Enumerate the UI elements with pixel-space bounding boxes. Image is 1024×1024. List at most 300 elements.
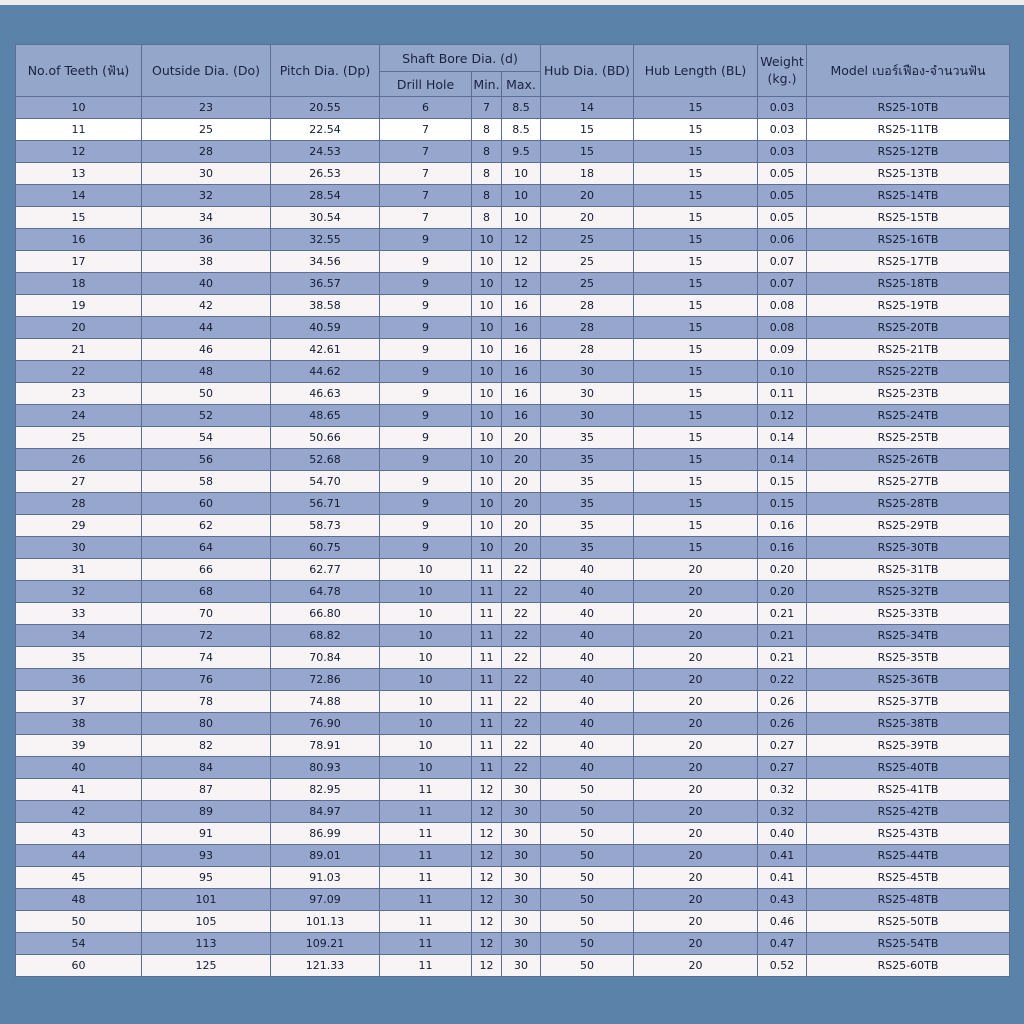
cell-hub-dia: 30 bbox=[541, 405, 634, 427]
cell-drill-hole: 7 bbox=[380, 163, 472, 185]
cell-bore-max: 20 bbox=[502, 449, 541, 471]
cell-bore-min: 10 bbox=[472, 361, 502, 383]
cell-hub-dia: 25 bbox=[541, 251, 634, 273]
cell-hub-dia: 28 bbox=[541, 317, 634, 339]
cell-drill-hole: 11 bbox=[380, 801, 472, 823]
cell-drill-hole: 11 bbox=[380, 911, 472, 933]
header-weight-line2: (kg.) bbox=[767, 70, 797, 86]
table-row bbox=[16, 229, 1010, 251]
cell-teeth: 32 bbox=[16, 581, 142, 603]
cell-bore-min: 11 bbox=[472, 559, 502, 581]
cell-hub-length: 20 bbox=[634, 603, 758, 625]
cell-bore-min: 8 bbox=[472, 207, 502, 229]
cell-bore-max: 30 bbox=[502, 845, 541, 867]
cell-drill-hole: 10 bbox=[380, 757, 472, 779]
cell-teeth: 45 bbox=[16, 867, 142, 889]
header-hub-length: Hub Length (BL) bbox=[634, 45, 758, 97]
cell-outside-dia: 91 bbox=[142, 823, 271, 845]
cell-hub-length: 20 bbox=[634, 933, 758, 955]
cell-bore-min: 11 bbox=[472, 603, 502, 625]
cell-bore-max: 12 bbox=[502, 229, 541, 251]
cell-model: RS25-50TB bbox=[807, 911, 1010, 933]
cell-hub-dia: 50 bbox=[541, 889, 634, 911]
cell-bore-min: 12 bbox=[472, 889, 502, 911]
header-weight bbox=[758, 45, 807, 97]
table-row bbox=[16, 867, 1010, 889]
cell-weight: 0.10 bbox=[758, 361, 807, 383]
cell-bore-max: 30 bbox=[502, 911, 541, 933]
cell-pitch-dia: 38.58 bbox=[271, 295, 380, 317]
header-max: Max. bbox=[502, 72, 541, 97]
cell-bore-max: 22 bbox=[502, 691, 541, 713]
cell-outside-dia: 32 bbox=[142, 185, 271, 207]
cell-model: RS25-36TB bbox=[807, 669, 1010, 691]
cell-bore-max: 30 bbox=[502, 867, 541, 889]
cell-hub-dia: 28 bbox=[541, 339, 634, 361]
cell-pitch-dia: 121.33 bbox=[271, 955, 380, 977]
header-weight-line1: Weight bbox=[760, 53, 804, 69]
cell-model: RS25-45TB bbox=[807, 867, 1010, 889]
cell-outside-dia: 93 bbox=[142, 845, 271, 867]
cell-drill-hole: 6 bbox=[380, 97, 472, 119]
cell-hub-dia: 25 bbox=[541, 273, 634, 295]
cell-model: RS25-39TB bbox=[807, 735, 1010, 757]
table-row bbox=[16, 713, 1010, 735]
cell-weight: 0.08 bbox=[758, 295, 807, 317]
cell-teeth: 38 bbox=[16, 713, 142, 735]
cell-drill-hole: 10 bbox=[380, 691, 472, 713]
cell-teeth: 28 bbox=[16, 493, 142, 515]
cell-outside-dia: 42 bbox=[142, 295, 271, 317]
cell-hub-dia: 35 bbox=[541, 493, 634, 515]
cell-bore-min: 12 bbox=[472, 933, 502, 955]
cell-drill-hole: 10 bbox=[380, 647, 472, 669]
cell-bore-min: 8 bbox=[472, 141, 502, 163]
cell-bore-max: 12 bbox=[502, 251, 541, 273]
cell-bore-max: 16 bbox=[502, 383, 541, 405]
cell-drill-hole: 10 bbox=[380, 625, 472, 647]
cell-bore-min: 11 bbox=[472, 757, 502, 779]
cell-outside-dia: 28 bbox=[142, 141, 271, 163]
cell-outside-dia: 56 bbox=[142, 449, 271, 471]
cell-outside-dia: 58 bbox=[142, 471, 271, 493]
cell-teeth: 22 bbox=[16, 361, 142, 383]
cell-model: RS25-23TB bbox=[807, 383, 1010, 405]
cell-pitch-dia: 22.54 bbox=[271, 119, 380, 141]
table-row bbox=[16, 845, 1010, 867]
cell-bore-max: 22 bbox=[502, 647, 541, 669]
cell-weight: 0.46 bbox=[758, 911, 807, 933]
cell-outside-dia: 36 bbox=[142, 229, 271, 251]
cell-pitch-dia: 66.80 bbox=[271, 603, 380, 625]
cell-weight: 0.03 bbox=[758, 119, 807, 141]
cell-teeth: 29 bbox=[16, 515, 142, 537]
cell-drill-hole: 11 bbox=[380, 823, 472, 845]
cell-teeth: 37 bbox=[16, 691, 142, 713]
cell-teeth: 41 bbox=[16, 779, 142, 801]
cell-drill-hole: 10 bbox=[380, 735, 472, 757]
cell-bore-min: 7 bbox=[472, 97, 502, 119]
cell-drill-hole: 7 bbox=[380, 207, 472, 229]
cell-bore-min: 10 bbox=[472, 229, 502, 251]
cell-weight: 0.40 bbox=[758, 823, 807, 845]
cell-hub-length: 15 bbox=[634, 163, 758, 185]
cell-outside-dia: 50 bbox=[142, 383, 271, 405]
cell-weight: 0.20 bbox=[758, 581, 807, 603]
cell-pitch-dia: 109.21 bbox=[271, 933, 380, 955]
cell-hub-length: 15 bbox=[634, 493, 758, 515]
cell-drill-hole: 9 bbox=[380, 339, 472, 361]
cell-hub-length: 20 bbox=[634, 581, 758, 603]
cell-bore-max: 22 bbox=[502, 625, 541, 647]
cell-weight: 0.21 bbox=[758, 603, 807, 625]
cell-hub-dia: 50 bbox=[541, 911, 634, 933]
cell-hub-length: 20 bbox=[634, 669, 758, 691]
cell-hub-dia: 40 bbox=[541, 713, 634, 735]
cell-weight: 0.03 bbox=[758, 141, 807, 163]
header-model: Model เบอร์เฟือง-จำนวนฟัน bbox=[807, 45, 1010, 97]
cell-bore-max: 20 bbox=[502, 537, 541, 559]
table-row bbox=[16, 339, 1010, 361]
cell-pitch-dia: 24.53 bbox=[271, 141, 380, 163]
table-row bbox=[16, 537, 1010, 559]
cell-outside-dia: 87 bbox=[142, 779, 271, 801]
cell-teeth: 30 bbox=[16, 537, 142, 559]
cell-hub-length: 15 bbox=[634, 185, 758, 207]
cell-bore-min: 12 bbox=[472, 779, 502, 801]
cell-pitch-dia: 101.13 bbox=[271, 911, 380, 933]
cell-pitch-dia: 62.77 bbox=[271, 559, 380, 581]
cell-bore-min: 11 bbox=[472, 691, 502, 713]
cell-pitch-dia: 34.56 bbox=[271, 251, 380, 273]
cell-hub-dia: 35 bbox=[541, 449, 634, 471]
cell-drill-hole: 10 bbox=[380, 669, 472, 691]
cell-model: RS25-41TB bbox=[807, 779, 1010, 801]
cell-bore-min: 10 bbox=[472, 471, 502, 493]
cell-hub-dia: 20 bbox=[541, 185, 634, 207]
header-teeth: No.of Teeth (ฟัน) bbox=[16, 45, 142, 97]
cell-bore-min: 11 bbox=[472, 713, 502, 735]
cell-hub-length: 15 bbox=[634, 537, 758, 559]
table-row bbox=[16, 471, 1010, 493]
table-row bbox=[16, 757, 1010, 779]
cell-bore-min: 12 bbox=[472, 801, 502, 823]
cell-hub-length: 20 bbox=[634, 735, 758, 757]
cell-hub-length: 20 bbox=[634, 713, 758, 735]
cell-hub-length: 15 bbox=[634, 383, 758, 405]
cell-hub-dia: 35 bbox=[541, 427, 634, 449]
cell-drill-hole: 10 bbox=[380, 713, 472, 735]
table-row bbox=[16, 911, 1010, 933]
cell-bore-max: 16 bbox=[502, 361, 541, 383]
cell-bore-min: 10 bbox=[472, 515, 502, 537]
cell-drill-hole: 9 bbox=[380, 229, 472, 251]
cell-outside-dia: 105 bbox=[142, 911, 271, 933]
cell-weight: 0.27 bbox=[758, 735, 807, 757]
cell-pitch-dia: 72.86 bbox=[271, 669, 380, 691]
cell-teeth: 24 bbox=[16, 405, 142, 427]
cell-model: RS25-13TB bbox=[807, 163, 1010, 185]
cell-pitch-dia: 97.09 bbox=[271, 889, 380, 911]
table-row bbox=[16, 669, 1010, 691]
cell-pitch-dia: 56.71 bbox=[271, 493, 380, 515]
cell-pitch-dia: 36.57 bbox=[271, 273, 380, 295]
cell-hub-dia: 50 bbox=[541, 867, 634, 889]
cell-weight: 0.47 bbox=[758, 933, 807, 955]
header-outside-dia: Outside Dia. (Do) bbox=[142, 45, 271, 97]
cell-hub-length: 20 bbox=[634, 845, 758, 867]
cell-drill-hole: 9 bbox=[380, 361, 472, 383]
cell-model: RS25-37TB bbox=[807, 691, 1010, 713]
cell-teeth: 31 bbox=[16, 559, 142, 581]
cell-outside-dia: 34 bbox=[142, 207, 271, 229]
header-pitch-dia: Pitch Dia. (Dp) bbox=[271, 45, 380, 97]
cell-teeth: 42 bbox=[16, 801, 142, 823]
cell-weight: 0.41 bbox=[758, 867, 807, 889]
cell-bore-max: 16 bbox=[502, 339, 541, 361]
cell-bore-max: 20 bbox=[502, 471, 541, 493]
cell-hub-length: 15 bbox=[634, 119, 758, 141]
cell-pitch-dia: 42.61 bbox=[271, 339, 380, 361]
cell-hub-dia: 40 bbox=[541, 603, 634, 625]
table-row bbox=[16, 779, 1010, 801]
cell-weight: 0.05 bbox=[758, 163, 807, 185]
cell-model: RS25-17TB bbox=[807, 251, 1010, 273]
cell-bore-max: 10 bbox=[502, 185, 541, 207]
cell-outside-dia: 101 bbox=[142, 889, 271, 911]
cell-drill-hole: 11 bbox=[380, 955, 472, 977]
cell-teeth: 11 bbox=[16, 119, 142, 141]
table-row bbox=[16, 493, 1010, 515]
cell-model: RS25-33TB bbox=[807, 603, 1010, 625]
cell-bore-min: 10 bbox=[472, 427, 502, 449]
cell-hub-dia: 40 bbox=[541, 669, 634, 691]
cell-pitch-dia: 84.97 bbox=[271, 801, 380, 823]
cell-weight: 0.09 bbox=[758, 339, 807, 361]
cell-weight: 0.41 bbox=[758, 845, 807, 867]
cell-teeth: 44 bbox=[16, 845, 142, 867]
cell-model: RS25-20TB bbox=[807, 317, 1010, 339]
cell-bore-max: 22 bbox=[502, 669, 541, 691]
cell-hub-length: 20 bbox=[634, 647, 758, 669]
cell-outside-dia: 46 bbox=[142, 339, 271, 361]
table-row bbox=[16, 141, 1010, 163]
cell-outside-dia: 52 bbox=[142, 405, 271, 427]
cell-hub-dia: 30 bbox=[541, 383, 634, 405]
table-row bbox=[16, 317, 1010, 339]
table-row bbox=[16, 581, 1010, 603]
cell-pitch-dia: 32.55 bbox=[271, 229, 380, 251]
cell-model: RS25-24TB bbox=[807, 405, 1010, 427]
cell-teeth: 15 bbox=[16, 207, 142, 229]
cell-bore-min: 8 bbox=[472, 185, 502, 207]
cell-outside-dia: 25 bbox=[142, 119, 271, 141]
table-row bbox=[16, 515, 1010, 537]
cell-hub-length: 20 bbox=[634, 625, 758, 647]
cell-drill-hole: 10 bbox=[380, 559, 472, 581]
cell-pitch-dia: 54.70 bbox=[271, 471, 380, 493]
cell-hub-length: 15 bbox=[634, 515, 758, 537]
cell-weight: 0.05 bbox=[758, 185, 807, 207]
table-row bbox=[16, 273, 1010, 295]
cell-teeth: 40 bbox=[16, 757, 142, 779]
cell-outside-dia: 64 bbox=[142, 537, 271, 559]
cell-hub-length: 15 bbox=[634, 97, 758, 119]
cell-weight: 0.21 bbox=[758, 647, 807, 669]
cell-hub-dia: 15 bbox=[541, 141, 634, 163]
cell-model: RS25-31TB bbox=[807, 559, 1010, 581]
cell-outside-dia: 78 bbox=[142, 691, 271, 713]
cell-bore-max: 10 bbox=[502, 207, 541, 229]
cell-weight: 0.27 bbox=[758, 757, 807, 779]
cell-hub-length: 20 bbox=[634, 955, 758, 977]
table-row bbox=[16, 119, 1010, 141]
cell-hub-dia: 30 bbox=[541, 361, 634, 383]
table-row bbox=[16, 823, 1010, 845]
cell-outside-dia: 80 bbox=[142, 713, 271, 735]
cell-teeth: 12 bbox=[16, 141, 142, 163]
top-border-strip bbox=[0, 0, 1024, 5]
cell-model: RS25-15TB bbox=[807, 207, 1010, 229]
cell-outside-dia: 60 bbox=[142, 493, 271, 515]
cell-outside-dia: 30 bbox=[142, 163, 271, 185]
table-row bbox=[16, 603, 1010, 625]
table-row bbox=[16, 889, 1010, 911]
cell-hub-length: 20 bbox=[634, 757, 758, 779]
cell-teeth: 25 bbox=[16, 427, 142, 449]
cell-hub-dia: 40 bbox=[541, 581, 634, 603]
cell-bore-max: 20 bbox=[502, 515, 541, 537]
cell-drill-hole: 11 bbox=[380, 867, 472, 889]
cell-hub-length: 15 bbox=[634, 229, 758, 251]
cell-bore-max: 30 bbox=[502, 801, 541, 823]
cell-weight: 0.03 bbox=[758, 97, 807, 119]
cell-bore-max: 30 bbox=[502, 955, 541, 977]
cell-hub-dia: 40 bbox=[541, 735, 634, 757]
table-row bbox=[16, 185, 1010, 207]
cell-hub-dia: 40 bbox=[541, 691, 634, 713]
table-row bbox=[16, 933, 1010, 955]
cell-teeth: 54 bbox=[16, 933, 142, 955]
cell-hub-length: 15 bbox=[634, 405, 758, 427]
cell-outside-dia: 84 bbox=[142, 757, 271, 779]
cell-outside-dia: 74 bbox=[142, 647, 271, 669]
cell-bore-max: 22 bbox=[502, 735, 541, 757]
cell-hub-dia: 20 bbox=[541, 207, 634, 229]
cell-hub-length: 15 bbox=[634, 141, 758, 163]
cell-pitch-dia: 68.82 bbox=[271, 625, 380, 647]
cell-bore-max: 9.5 bbox=[502, 141, 541, 163]
cell-hub-dia: 50 bbox=[541, 845, 634, 867]
cell-model: RS25-40TB bbox=[807, 757, 1010, 779]
cell-hub-dia: 50 bbox=[541, 955, 634, 977]
cell-hub-dia: 50 bbox=[541, 801, 634, 823]
cell-outside-dia: 72 bbox=[142, 625, 271, 647]
cell-hub-dia: 50 bbox=[541, 933, 634, 955]
cell-hub-length: 15 bbox=[634, 427, 758, 449]
cell-bore-min: 10 bbox=[472, 273, 502, 295]
cell-bore-max: 8.5 bbox=[502, 97, 541, 119]
cell-bore-max: 10 bbox=[502, 163, 541, 185]
cell-bore-min: 10 bbox=[472, 537, 502, 559]
cell-teeth: 39 bbox=[16, 735, 142, 757]
cell-drill-hole: 10 bbox=[380, 603, 472, 625]
cell-drill-hole: 9 bbox=[380, 537, 472, 559]
cell-teeth: 13 bbox=[16, 163, 142, 185]
cell-outside-dia: 44 bbox=[142, 317, 271, 339]
cell-weight: 0.26 bbox=[758, 713, 807, 735]
cell-hub-length: 15 bbox=[634, 317, 758, 339]
cell-model: RS25-25TB bbox=[807, 427, 1010, 449]
cell-teeth: 50 bbox=[16, 911, 142, 933]
cell-hub-length: 20 bbox=[634, 911, 758, 933]
cell-model: RS25-16TB bbox=[807, 229, 1010, 251]
cell-pitch-dia: 30.54 bbox=[271, 207, 380, 229]
cell-bore-max: 22 bbox=[502, 713, 541, 735]
header-drill-hole: Drill Hole bbox=[380, 72, 472, 97]
cell-drill-hole: 11 bbox=[380, 889, 472, 911]
cell-weight: 0.20 bbox=[758, 559, 807, 581]
cell-pitch-dia: 40.59 bbox=[271, 317, 380, 339]
cell-drill-hole: 7 bbox=[380, 119, 472, 141]
cell-hub-dia: 40 bbox=[541, 757, 634, 779]
cell-bore-max: 22 bbox=[502, 559, 541, 581]
cell-teeth: 34 bbox=[16, 625, 142, 647]
cell-outside-dia: 68 bbox=[142, 581, 271, 603]
cell-teeth: 16 bbox=[16, 229, 142, 251]
cell-weight: 0.07 bbox=[758, 251, 807, 273]
cell-drill-hole: 9 bbox=[380, 251, 472, 273]
cell-outside-dia: 66 bbox=[142, 559, 271, 581]
cell-model: RS25-42TB bbox=[807, 801, 1010, 823]
cell-model: RS25-19TB bbox=[807, 295, 1010, 317]
cell-model: RS25-28TB bbox=[807, 493, 1010, 515]
cell-weight: 0.52 bbox=[758, 955, 807, 977]
cell-drill-hole: 9 bbox=[380, 471, 472, 493]
cell-hub-length: 20 bbox=[634, 779, 758, 801]
cell-teeth: 26 bbox=[16, 449, 142, 471]
cell-bore-min: 10 bbox=[472, 295, 502, 317]
cell-weight: 0.14 bbox=[758, 449, 807, 471]
cell-bore-max: 20 bbox=[502, 493, 541, 515]
cell-outside-dia: 40 bbox=[142, 273, 271, 295]
cell-hub-length: 15 bbox=[634, 449, 758, 471]
cell-outside-dia: 82 bbox=[142, 735, 271, 757]
cell-pitch-dia: 46.63 bbox=[271, 383, 380, 405]
cell-drill-hole: 9 bbox=[380, 427, 472, 449]
cell-pitch-dia: 80.93 bbox=[271, 757, 380, 779]
cell-hub-dia: 40 bbox=[541, 559, 634, 581]
cell-bore-min: 11 bbox=[472, 735, 502, 757]
table-header bbox=[16, 45, 1010, 97]
cell-bore-max: 30 bbox=[502, 779, 541, 801]
cell-pitch-dia: 70.84 bbox=[271, 647, 380, 669]
cell-teeth: 36 bbox=[16, 669, 142, 691]
cell-hub-dia: 35 bbox=[541, 515, 634, 537]
cell-bore-max: 30 bbox=[502, 823, 541, 845]
cell-teeth: 20 bbox=[16, 317, 142, 339]
cell-drill-hole: 10 bbox=[380, 581, 472, 603]
table-row bbox=[16, 207, 1010, 229]
cell-pitch-dia: 76.90 bbox=[271, 713, 380, 735]
cell-pitch-dia: 50.66 bbox=[271, 427, 380, 449]
cell-model: RS25-26TB bbox=[807, 449, 1010, 471]
cell-teeth: 35 bbox=[16, 647, 142, 669]
table-row bbox=[16, 427, 1010, 449]
table-row bbox=[16, 383, 1010, 405]
cell-model: RS25-21TB bbox=[807, 339, 1010, 361]
cell-model: RS25-34TB bbox=[807, 625, 1010, 647]
